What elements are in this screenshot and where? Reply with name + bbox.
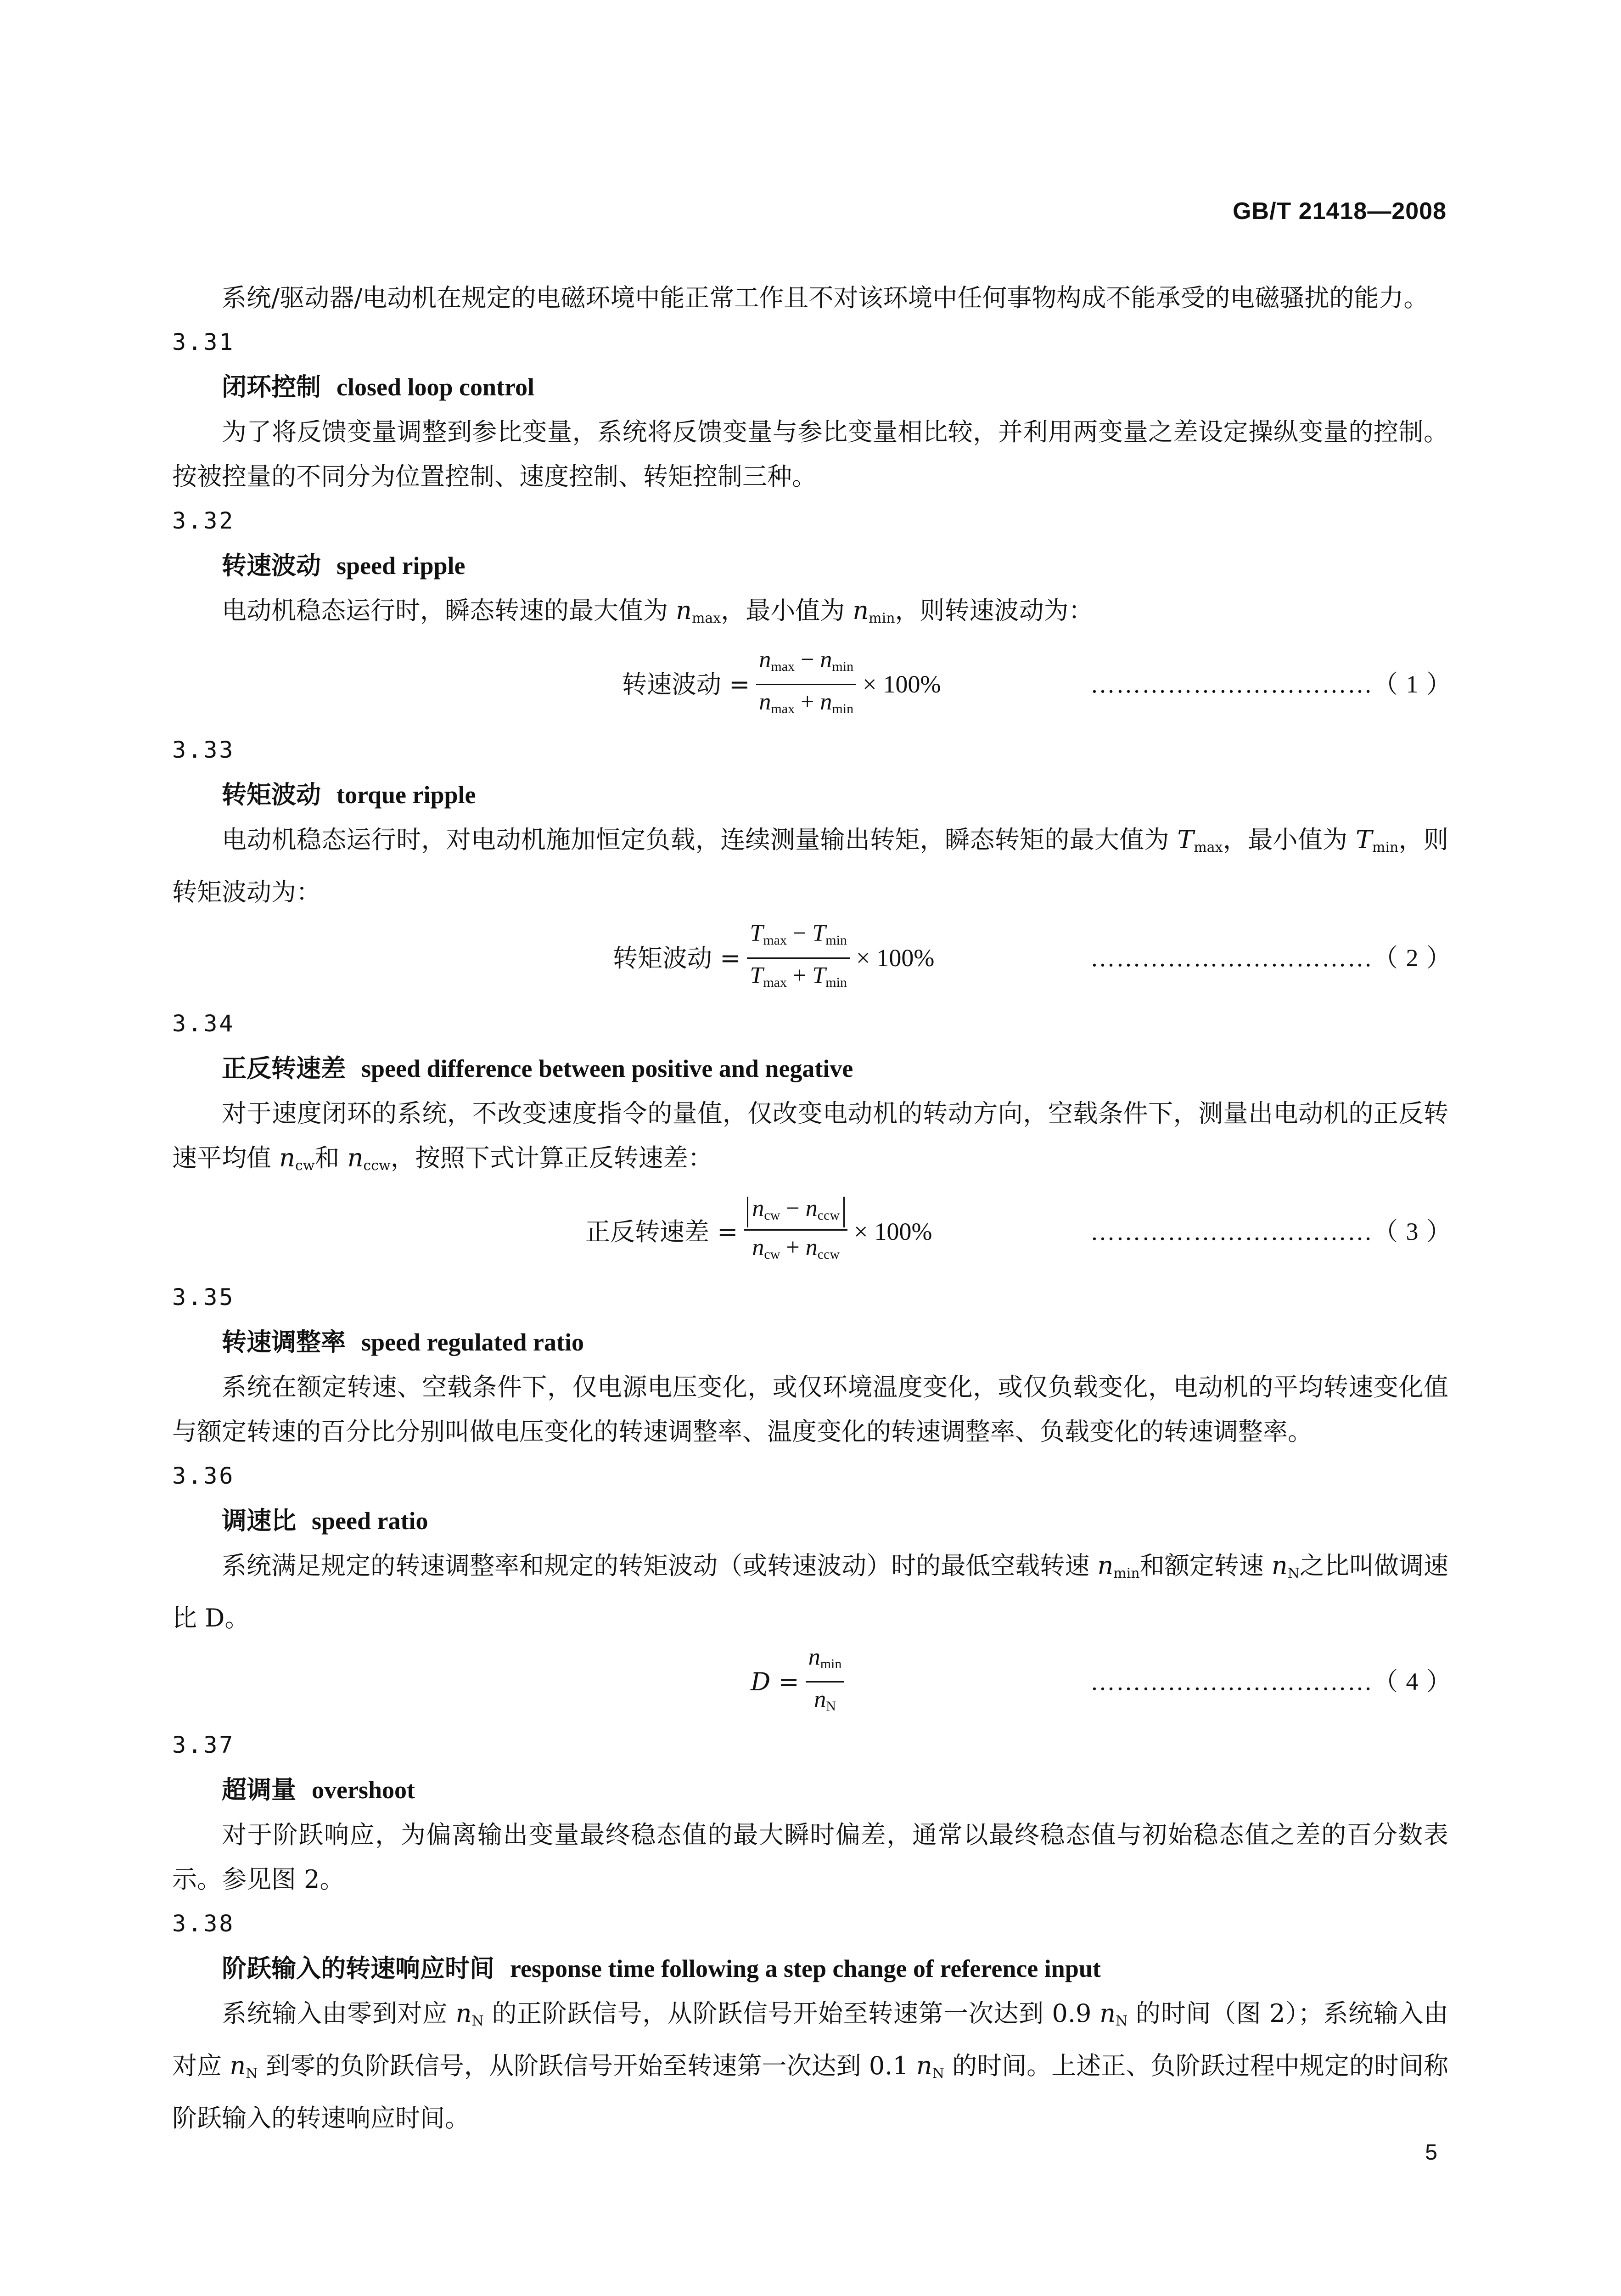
fraction <box>756 645 856 724</box>
definition-3-38 <box>172 1991 1448 2140</box>
equation-2 <box>172 914 1452 1002</box>
text-segment: 对于速度闭环的系统，不改变速度指令的量值，仅改变电动机的转动方向，空载条件下，测量出电动机的正反转速平均值 <box>172 1099 1448 1172</box>
math-const: 100% <box>883 670 941 698</box>
math-op: + <box>801 688 814 715</box>
math-sub: max <box>771 701 795 716</box>
math-sub: N <box>826 1698 836 1714</box>
equation-label: 转速波动 = <box>622 670 750 699</box>
fraction <box>744 1193 847 1270</box>
math-var: n <box>759 646 771 673</box>
standard-id: GB/T 21418—2008 <box>1233 198 1447 225</box>
math-sub: max <box>763 932 787 948</box>
text-segment: 到零的负阶跃信号，从阶跃信号开始至转速第一次达到 0.1 <box>258 2051 916 2080</box>
math-op: − <box>793 920 807 946</box>
term-3-36 <box>172 1498 1448 1543</box>
term-3-31 <box>172 365 1448 410</box>
math-var: T <box>1355 825 1372 854</box>
math-sub: min <box>832 658 854 674</box>
section-number-3-38: 3.38 <box>172 1910 235 1937</box>
term-cn: 正反转速差 <box>222 1053 346 1083</box>
math-var: n <box>820 688 832 715</box>
math-sub: N <box>1116 2013 1128 2029</box>
term-3-37 <box>172 1767 1448 1812</box>
math-sub: min <box>825 974 847 990</box>
term-en: speed difference between positive and negative <box>361 1055 853 1082</box>
math-sub: min <box>1372 839 1399 855</box>
math-sub: max <box>1194 839 1223 855</box>
fraction <box>806 1642 845 1722</box>
term-cn: 调速比 <box>222 1506 296 1535</box>
text-segment: ，按照下式计算正反转速差： <box>390 1143 713 1172</box>
math-sub: ccw <box>817 1247 840 1262</box>
term-cn: 阶跃输入的转速响应时间 <box>222 1953 494 1983</box>
definition-3-33 <box>172 817 1448 914</box>
math-op: × <box>854 1217 868 1245</box>
math-op: × <box>856 944 870 972</box>
math-sub: ccw <box>363 1158 391 1174</box>
term-en: speed ripple <box>337 552 466 580</box>
text-segment: ，最小值为 <box>1223 825 1356 854</box>
text-segment: 之比叫做调速比 D。 <box>172 1551 1448 1632</box>
term-en: speed regulated ratio <box>361 1328 584 1356</box>
equation-label: 正反转速差 = <box>585 1217 738 1246</box>
math-const: 100% <box>876 944 935 972</box>
definition-3-37: 对于阶跃响应，为偏离输出变量最终稳态值的最大瞬时偏差，通常以最终稳态值与初始稳态值之差的百分数表示。参见图 2。 <box>172 1820 1448 1894</box>
math-sub: N <box>932 2065 944 2082</box>
text-segment: ，最小值为 <box>721 596 853 625</box>
math-var: n <box>752 1234 764 1261</box>
math-var: n <box>759 688 771 715</box>
math-sub: ccw <box>817 1208 840 1223</box>
term-3-34 <box>172 1046 1448 1091</box>
text-segment: 电动机稳态运行时，瞬态转速的最大值为 <box>222 596 676 625</box>
math-op: − <box>786 1195 800 1221</box>
equation-4 <box>172 1640 1452 1723</box>
equation-number: ……………………………（ 1 ） <box>1090 670 1452 698</box>
term-3-33 <box>172 772 1448 817</box>
equation-label: D = <box>751 1667 799 1696</box>
section-number-3-37: 3.37 <box>172 1732 235 1758</box>
term-cn: 转速调整率 <box>222 1327 346 1356</box>
math-var: T <box>812 962 826 989</box>
math-var: n <box>805 1195 818 1221</box>
term-en: speed ratio <box>312 1507 428 1535</box>
math-sub: min <box>832 701 854 716</box>
math-sub: max <box>763 974 787 990</box>
math-var: n <box>752 1195 764 1221</box>
math-var: n <box>853 596 869 625</box>
math-var: n <box>808 1643 820 1670</box>
equation-1 <box>172 641 1452 728</box>
equation-number: ……………………………（ 2 ） <box>1090 944 1452 972</box>
fraction <box>747 918 850 998</box>
math-sub: max <box>771 658 795 674</box>
math-sub: min <box>869 610 895 626</box>
math-op: − <box>801 646 814 673</box>
math-sub: cw <box>295 1158 315 1174</box>
math-var: T <box>750 920 763 946</box>
text-segment: 的时间（图 2）；系统输入由对应 <box>172 1999 1448 2080</box>
term-cn: 超调量 <box>222 1775 296 1804</box>
math-sub: cw <box>764 1208 780 1223</box>
math-sub: N <box>246 2065 258 2082</box>
text-segment: 系统满足规定的转速调整率和规定的转矩波动（或转速波动）时的最低空载转速 <box>222 1551 1098 1580</box>
term-en: torque ripple <box>337 781 476 809</box>
text-segment: ，则转矩波动为： <box>172 825 1448 906</box>
math-var: n <box>279 1143 295 1172</box>
section-number-3-31: 3.31 <box>172 329 235 355</box>
math-var: n <box>230 2051 246 2080</box>
math-var: T <box>812 920 826 946</box>
document-body <box>172 276 1452 2140</box>
math-var: n <box>820 646 832 673</box>
term-en: response time following a step change of reference input <box>510 1955 1101 1982</box>
text-segment: 的时间。上述正、负阶跃过程中规定的时间称阶跃输入的转速响应时间。 <box>172 2051 1449 2133</box>
section-number-3-36: 3.36 <box>172 1463 235 1489</box>
math-var: n <box>1099 1999 1116 2028</box>
math-op: + <box>786 1234 800 1261</box>
math-op: + <box>793 962 807 989</box>
definition-3-32 <box>172 588 1448 641</box>
math-var: T <box>750 962 763 989</box>
math-sub: max <box>691 610 721 626</box>
definition-3-35: 系统在额定转速、空载条件下，仅电源电压变化，或仅环境温度变化，或仅负载变化，电动机的平均转速变化值与额定转速的百分比分别叫做电压变化的转速调整率、温度变化的转速调整率、负载变化的转速调整率。 <box>172 1373 1448 1446</box>
section-number-3-35: 3.35 <box>172 1284 235 1311</box>
math-sub: min <box>1113 1565 1140 1581</box>
math-sub: N <box>471 2013 484 2029</box>
term-3-35 <box>172 1320 1448 1365</box>
math-var: n <box>455 1999 472 2028</box>
math-var: n <box>1271 1551 1288 1580</box>
page-number: 5 <box>1425 2140 1437 2165</box>
text-segment: 的正阶跃信号，从阶跃信号开始至转速第一次达到 0.9 <box>483 1999 1100 2028</box>
math-op: × <box>863 670 877 698</box>
text-segment: 和额定转速 <box>1139 1551 1272 1580</box>
math-sub: N <box>1287 1565 1300 1581</box>
math-sub: cw <box>764 1247 780 1262</box>
math-sub: min <box>820 1656 842 1671</box>
math-var: n <box>676 596 692 625</box>
math-var: n <box>814 1686 826 1712</box>
math-var: n <box>916 2051 932 2080</box>
term-cn: 转速波动 <box>222 551 321 580</box>
text-segment: 和 <box>314 1143 348 1172</box>
text-segment: ，则转速波动为： <box>895 596 1094 625</box>
equation-label: 转矩波动 = <box>613 943 741 973</box>
definition-3-34 <box>172 1091 1448 1188</box>
term-3-38 <box>172 1946 1448 1991</box>
definition-3-31: 为了将反馈变量调整到参比变量，系统将反馈变量与参比变量相比较，并利用两变量之差设定操纵变量的控制。按被控量的不同分为位置控制、速度控制、转矩控制三种。 <box>172 417 1448 491</box>
math-sub: min <box>825 932 847 948</box>
section-number-3-33: 3.33 <box>172 737 235 763</box>
math-var: n <box>1097 1551 1114 1580</box>
term-en: closed loop control <box>337 373 534 401</box>
term-cn: 闭环控制 <box>222 372 321 401</box>
definition-3-36 <box>172 1543 1448 1640</box>
text-segment: 系统输入由零到对应 <box>222 1999 456 2028</box>
section-number-3-32: 3.32 <box>172 507 235 534</box>
term-cn: 转矩波动 <box>222 780 321 809</box>
term-3-32 <box>172 543 1448 588</box>
math-var: n <box>805 1234 818 1261</box>
term-en: overshoot <box>312 1776 415 1804</box>
math-const: 100% <box>874 1217 932 1245</box>
equation-number: ……………………………（ 3 ） <box>1090 1217 1452 1245</box>
absolute-value <box>747 1197 845 1227</box>
math-var: n <box>347 1143 364 1172</box>
intro-paragraph: 系统/驱动器/电动机在规定的电磁环境中能正常工作且不对该环境中任何事物构成不能承受的电磁骚扰的能力。 <box>222 283 1429 312</box>
math-var: T <box>1177 825 1194 854</box>
equation-3 <box>172 1188 1452 1275</box>
text-segment: 电动机稳态运行时，对电动机施加恒定负载，连续测量输出转矩，瞬态转矩的最大值为 <box>222 825 1178 854</box>
section-number-3-34: 3.34 <box>172 1010 235 1037</box>
equation-number: ……………………………（ 4 ） <box>1090 1667 1452 1695</box>
